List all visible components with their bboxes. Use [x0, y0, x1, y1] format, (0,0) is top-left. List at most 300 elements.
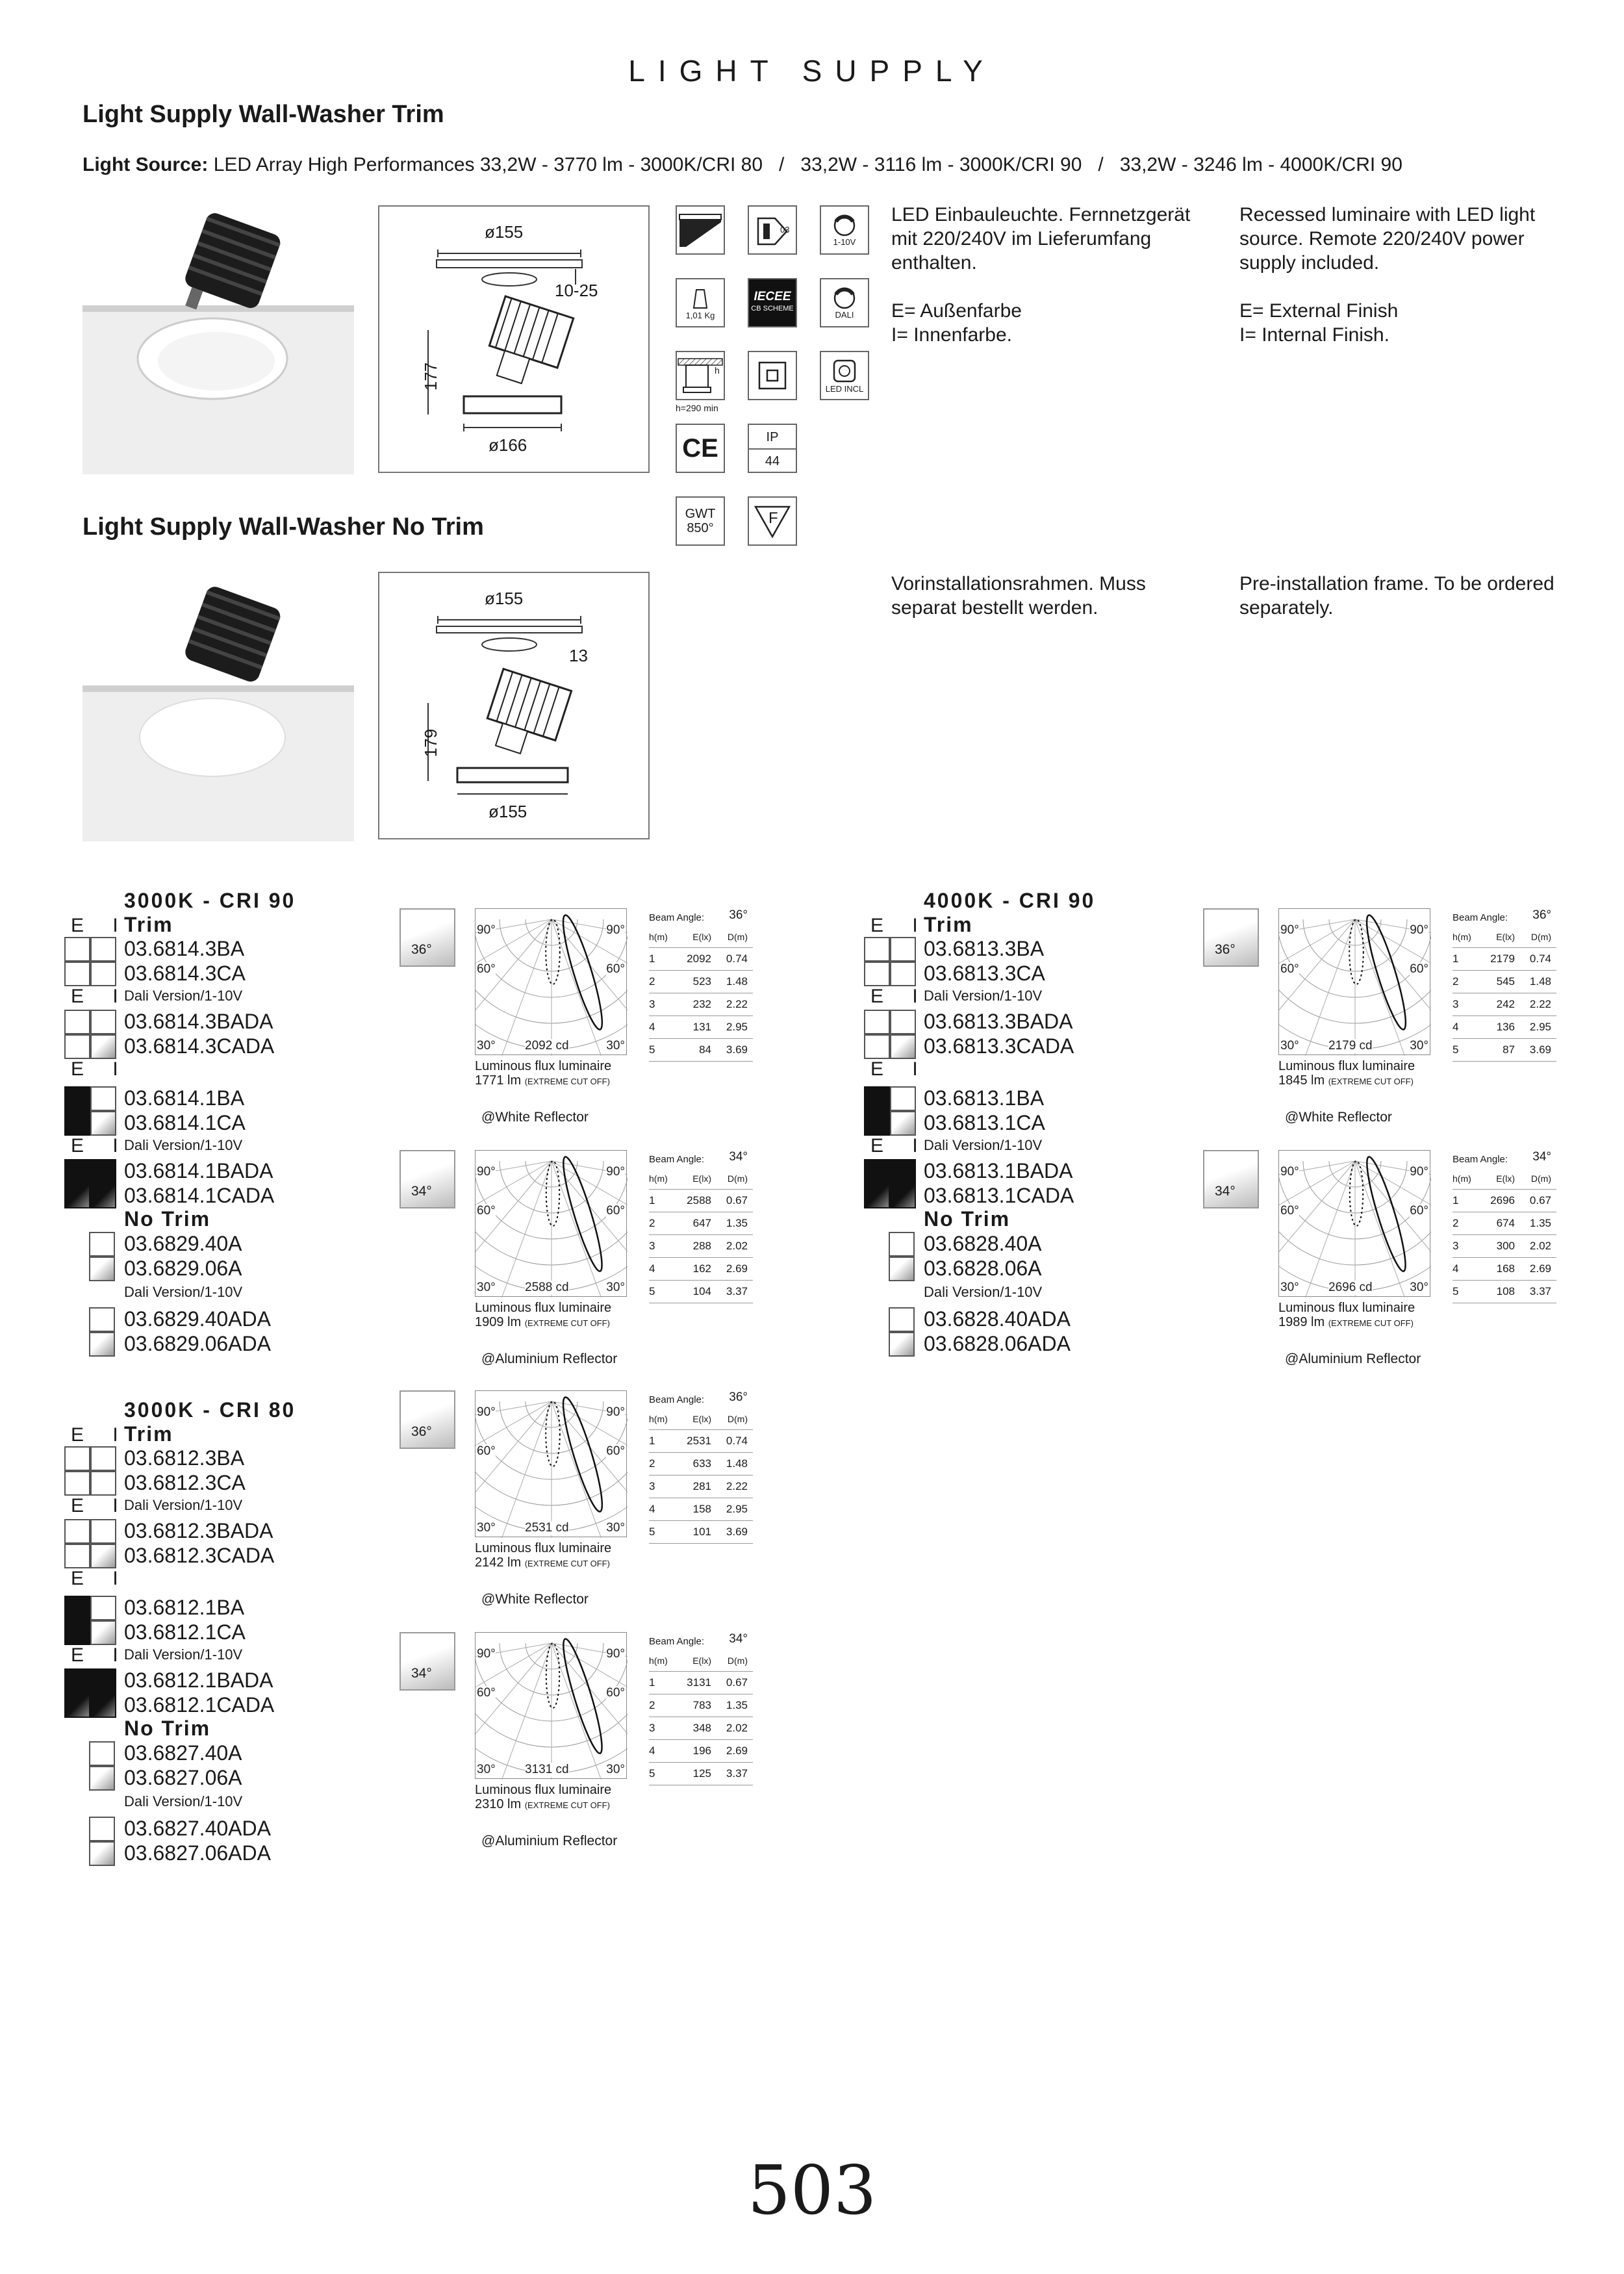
table-cell: 1 — [1453, 952, 1459, 965]
product-code: 03.6829.40A — [124, 1232, 242, 1255]
table-cell: 2.69 — [726, 1262, 748, 1275]
finish-swatch — [89, 1232, 115, 1257]
exterior-finish-swatch — [64, 1034, 90, 1059]
product-code: 03.6814.3CA — [124, 962, 246, 985]
table-cell: 2588 — [687, 1194, 711, 1207]
polar-spoke — [494, 1161, 552, 1297]
no-trim-label: No Trim — [924, 1207, 1011, 1231]
text-line: Pre-installation frame. To be ordered — [1239, 573, 1554, 594]
table-cell: 3 — [1453, 998, 1459, 1010]
polar-spoke — [1279, 919, 1355, 1049]
reflector-label: @White Reflector — [1285, 1110, 1392, 1125]
text-line: separat bestellt werden. — [891, 597, 1098, 619]
peak-intensity: 3131 cd — [525, 1763, 569, 1776]
table-cell: 2 — [649, 1217, 655, 1229]
interior-finish-swatch — [890, 1159, 916, 1184]
polar-angle-label: 60° — [477, 1204, 496, 1218]
finish-swatch — [889, 1307, 915, 1332]
beam-angle-value: 36° — [729, 908, 748, 922]
page-number: 503 — [747, 2151, 877, 2230]
polar-angle-label: 30° — [606, 1763, 625, 1776]
ip-label: IP — [749, 425, 796, 450]
product-code: 03.6813.3CA — [924, 962, 1045, 985]
dim-bottom-diameter: ø155 — [488, 802, 527, 821]
polar-angle-label: 60° — [606, 1444, 625, 1458]
finish-swatch — [889, 1257, 915, 1281]
icon-caption-weight: 1,01 Kg — [685, 310, 715, 320]
table-header-cell: D(m) — [727, 1173, 748, 1184]
table-cell: 101 — [692, 1526, 711, 1538]
product-code: 03.6812.1CA — [124, 1620, 246, 1644]
ei-label: E I — [870, 986, 930, 1007]
polar-grid — [476, 1151, 628, 1297]
description-en-no-trim — [1239, 572, 1554, 620]
table-row — [1453, 1235, 1556, 1258]
ei-label: E I — [71, 986, 130, 1007]
text-line: supply included. — [1239, 252, 1380, 274]
polar-angle-label: 30° — [606, 1281, 625, 1294]
icon-caption-h: h — [715, 365, 720, 376]
table-header-cell: h(m) — [649, 932, 668, 942]
cutoff-label: (EXTREME CUT OFF) — [1328, 1318, 1414, 1328]
text-line: E= External Finish — [1239, 300, 1399, 322]
polar-grid — [1279, 909, 1431, 1056]
exterior-finish-swatch — [64, 1086, 90, 1111]
table-cell: 2.69 — [726, 1744, 748, 1757]
product-code: 03.6814.3BA — [124, 937, 245, 960]
polar-angle-label: 90° — [477, 1165, 496, 1179]
ei-label: E I — [71, 915, 130, 936]
beam-angle-box — [1203, 908, 1259, 967]
table-row — [1453, 993, 1556, 1016]
product-code: 03.6814.3BADA — [124, 1010, 273, 1033]
product-code: 03.6829.06A — [124, 1257, 242, 1280]
interior-finish-swatch — [90, 1184, 116, 1208]
table-row — [649, 1672, 753, 1694]
table-cell: 162 — [692, 1262, 711, 1275]
luminous-flux-value-row — [1278, 1073, 1415, 1089]
luminous-flux-value: 1989 lm — [1278, 1315, 1325, 1329]
table-cell: 2.02 — [726, 1722, 748, 1734]
table-header-cell: h(m) — [1453, 1173, 1471, 1184]
beam-angle-box — [400, 1390, 455, 1449]
ei-label: E I — [71, 1568, 130, 1589]
cutoff-label: (EXTREME CUT OFF) — [524, 1318, 610, 1328]
table-cell: 3 — [649, 998, 655, 1010]
table-cell: 300 — [1496, 1240, 1515, 1252]
table-row — [1453, 971, 1556, 993]
light-source — [82, 154, 1402, 176]
cutoff-label: (EXTREME CUT OFF) — [524, 1559, 610, 1568]
table-cell: 5 — [649, 1767, 655, 1780]
dimension-drawing-trim — [378, 205, 650, 473]
interior-finish-swatch — [890, 1034, 916, 1059]
exterior-finish-swatch — [864, 1086, 890, 1111]
illuminance-table — [649, 1389, 753, 1544]
table-cell: 0.74 — [726, 1435, 748, 1447]
polar-grid — [1279, 1151, 1431, 1297]
table-cell: 158 — [692, 1503, 711, 1515]
beam-angle-label: Beam Angle: — [649, 912, 705, 923]
text-line: separately. — [1239, 597, 1334, 619]
beam-angle-row — [649, 907, 753, 926]
polar-angle-label: 90° — [1280, 923, 1299, 937]
icon-caption-1-10v: 1-10V — [833, 236, 856, 247]
group-heading: 3000K - CRI 80 — [124, 1398, 296, 1422]
interior-finish-swatch — [90, 1034, 116, 1059]
description-en-trim — [1239, 203, 1535, 347]
luminous-flux-label: Luminous flux luminaire — [475, 1059, 612, 1073]
beam-angle-row — [1453, 1149, 1556, 1168]
luminous-flux — [475, 1541, 611, 1571]
interior-finish-swatch — [90, 1519, 116, 1544]
table-cell: 136 — [1496, 1021, 1515, 1033]
table-row — [649, 1430, 753, 1453]
intensity-curve — [557, 1395, 609, 1514]
polar-angle-label: 60° — [606, 1686, 625, 1700]
table-header — [1453, 926, 1556, 948]
table-cell: 523 — [692, 975, 711, 988]
dim-height: 179 — [421, 728, 441, 758]
exterior-finish-swatch — [64, 1111, 90, 1136]
table-cell: 1.35 — [1529, 1217, 1551, 1229]
luminous-flux-value: 1845 lm — [1278, 1073, 1325, 1088]
product-code: 03.6814.1CA — [124, 1111, 246, 1134]
beam-angle-label: Beam Angle: — [649, 1636, 705, 1647]
table-cell: 633 — [692, 1457, 711, 1470]
illuminance-table — [1453, 907, 1556, 1062]
intensity-curve-dashed — [546, 1161, 559, 1226]
luminous-flux-label: Luminous flux luminaire — [475, 1541, 612, 1555]
luminous-flux — [1278, 1301, 1415, 1331]
table-row — [649, 1498, 753, 1521]
table-header — [649, 926, 753, 948]
table-row — [649, 1235, 753, 1258]
polar-angle-label: 30° — [1410, 1039, 1428, 1053]
finish-swatch — [89, 1766, 115, 1791]
table-cell: 281 — [692, 1480, 711, 1492]
intensity-curve-dashed — [546, 1401, 560, 1466]
intensity-curve — [1360, 913, 1412, 1032]
dim-top-diameter: ø155 — [485, 222, 524, 242]
polar-angle-label: 30° — [1280, 1281, 1299, 1294]
cutoff-label: (EXTREME CUT OFF) — [524, 1800, 610, 1810]
iecee-cb-icon — [748, 278, 797, 327]
product-code: 03.6814.3CADA — [124, 1034, 275, 1058]
trim-label: Trim — [124, 913, 173, 936]
led-included-icon — [820, 351, 869, 400]
product-photo-no-trim — [82, 575, 354, 841]
polar-spoke — [552, 1161, 628, 1290]
interior-finish-swatch — [90, 1111, 116, 1136]
ei-label: E I — [71, 1424, 130, 1446]
beam-angle-row — [1453, 907, 1556, 926]
table-header — [649, 1168, 753, 1190]
peak-intensity: 2179 cd — [1328, 1039, 1373, 1053]
product-code: 03.6812.3BA — [124, 1446, 245, 1470]
table-cell: 125 — [692, 1767, 711, 1780]
finish-swatch — [889, 1232, 915, 1257]
table-cell: 84 — [699, 1043, 711, 1056]
icon-caption-dali: DALI — [835, 309, 854, 320]
beam-angle-value: 34° — [1532, 1150, 1551, 1164]
table-cell: 104 — [692, 1285, 711, 1297]
text-line: enthalten. — [891, 252, 977, 274]
interior-finish-swatch — [890, 937, 916, 962]
peak-intensity: 2531 cd — [525, 1521, 569, 1535]
reflector-label: @Aluminium Reflector — [481, 1833, 618, 1848]
product-code: 03.6829.40ADA — [124, 1307, 271, 1331]
polar-angle-label: 60° — [606, 962, 625, 976]
product-code: 03.6812.1CADA — [124, 1693, 275, 1717]
polar-spoke — [494, 1401, 552, 1538]
table-header-cell: D(m) — [1530, 1173, 1551, 1184]
polar-diagram — [475, 908, 627, 1055]
ip-value: 44 — [765, 454, 780, 468]
table-header-cell: D(m) — [727, 1414, 748, 1424]
dim-top-diameter: ø155 — [485, 589, 524, 608]
beam-angle-box — [400, 1150, 455, 1208]
table-header-cell: h(m) — [649, 1414, 668, 1424]
polar-angle-label: 90° — [606, 1165, 625, 1179]
weight-icon — [676, 278, 725, 327]
exterior-finish-swatch — [64, 937, 90, 962]
reflector-label: @Aluminium Reflector — [481, 1351, 618, 1366]
table-row — [649, 1016, 753, 1039]
dali-version-label: Dali Version/1-10V — [124, 1284, 243, 1300]
product-code: 03.6812.3BADA — [124, 1519, 273, 1542]
ce-mark-icon: CE — [676, 424, 725, 473]
dim-height: 177 — [421, 362, 441, 391]
intensity-curve — [557, 1637, 609, 1756]
polar-angle-label: 30° — [606, 1039, 625, 1053]
table-header-cell: D(m) — [727, 1655, 748, 1666]
interior-finish-swatch — [90, 1010, 116, 1034]
polar-spoke — [1297, 919, 1355, 1056]
table-row — [649, 1717, 753, 1740]
text-line — [1239, 275, 1535, 299]
reflector-label: @White Reflector — [481, 1110, 589, 1125]
text-line: I= Innenfarbe. — [891, 324, 1012, 346]
polar-diagram — [475, 1390, 627, 1537]
table-cell: 3 — [649, 1722, 655, 1734]
product-code: 03.6813.3BADA — [924, 1010, 1073, 1033]
table-row — [649, 993, 753, 1016]
table-header-cell: D(m) — [1530, 932, 1551, 942]
luminous-flux-value-row — [475, 1797, 611, 1813]
intensity-curve-dashed — [1350, 1161, 1363, 1226]
polar-angle-label: 60° — [477, 1686, 496, 1700]
table-cell: 2.02 — [1529, 1240, 1551, 1252]
luminous-flux — [1278, 1059, 1415, 1089]
table-cell: 4 — [649, 1744, 655, 1757]
interior-finish-swatch — [890, 962, 916, 986]
intensity-curve — [557, 1155, 609, 1274]
ei-label: E I — [71, 1135, 130, 1156]
product-code: 03.6814.1CADA — [124, 1184, 275, 1207]
product-title-trim: Light Supply Wall-Washer Trim — [82, 101, 444, 128]
luminous-flux-value: 2310 lm — [475, 1797, 522, 1811]
product-code: 03.6828.40A — [924, 1232, 1042, 1255]
table-cell: 783 — [692, 1699, 711, 1711]
cutoff-label: (EXTREME CUT OFF) — [1328, 1077, 1414, 1086]
interior-finish-swatch — [90, 1693, 116, 1718]
table-header-cell: E(lx) — [692, 1655, 711, 1666]
table-cell: 0.67 — [726, 1676, 748, 1689]
beam-angle-value: 36° — [729, 1390, 748, 1404]
table-row — [1453, 1190, 1556, 1212]
table-header — [649, 1650, 753, 1672]
light-source-label: Light Source: — [82, 154, 209, 175]
table-header-cell: E(lx) — [1496, 932, 1515, 942]
dim-flange: 13 — [569, 646, 588, 665]
table-header-cell: E(lx) — [692, 1414, 711, 1424]
table-cell: 0.67 — [726, 1194, 748, 1207]
illuminance-table — [649, 907, 753, 1062]
icon-caption-led-incl: LED INCL — [825, 383, 864, 394]
table-cell: 2179 — [1490, 952, 1515, 965]
polar-angle-label: 60° — [477, 962, 496, 976]
beam-angle-value: 36° — [411, 942, 432, 957]
table-row — [649, 971, 753, 993]
polar-spoke — [1279, 1161, 1355, 1290]
illuminance-table — [1453, 1149, 1556, 1303]
product-code: 03.6829.06ADA — [124, 1332, 271, 1355]
table-header — [1453, 1168, 1556, 1190]
beam-angle-value: 34° — [729, 1150, 748, 1164]
table-header-cell: h(m) — [649, 1655, 668, 1666]
product-code: 03.6813.1BADA — [924, 1159, 1073, 1182]
brand-title: LIGHT SUPPLY — [628, 54, 996, 88]
table-cell: 1.48 — [726, 1457, 748, 1470]
polar-angle-label: 30° — [477, 1039, 496, 1053]
interior-finish-swatch — [890, 1184, 916, 1208]
table-cell: 87 — [1503, 1043, 1515, 1056]
interior-finish-swatch — [890, 1111, 916, 1136]
polar-spoke — [552, 919, 628, 1049]
beam-angle-value: 34° — [729, 1632, 748, 1646]
table-cell: 1.35 — [726, 1699, 748, 1711]
beam-angle-box — [1203, 1150, 1259, 1208]
polar-angle-label: 90° — [606, 923, 625, 937]
cb-scheme-text: CB SCHEME — [751, 305, 794, 313]
table-cell: 5 — [1453, 1043, 1459, 1056]
polar-angle-label: 30° — [477, 1763, 496, 1776]
exterior-finish-swatch — [864, 1034, 890, 1059]
finish-swatch — [89, 1741, 115, 1766]
table-cell: 4 — [649, 1262, 655, 1275]
polar-spoke — [1355, 919, 1431, 1049]
ei-label: E I — [870, 915, 930, 936]
polar-angle-label: 30° — [477, 1521, 496, 1535]
table-cell: 1 — [649, 952, 655, 965]
table-cell: 2 — [649, 1699, 655, 1711]
table-cell: 3131 — [687, 1676, 711, 1689]
intensity-curve-dashed — [1349, 919, 1364, 984]
ceiling-cutout-icon — [676, 351, 725, 400]
table-cell: 2531 — [687, 1435, 711, 1447]
beam-angle-row — [649, 1149, 753, 1168]
text-line — [891, 275, 1190, 299]
dali-version-label: Dali Version/1-10V — [124, 988, 243, 1004]
table-cell: 4 — [649, 1503, 655, 1515]
polar-spoke — [494, 1643, 552, 1780]
table-row — [649, 1476, 753, 1498]
f-mark-icon — [748, 496, 797, 546]
polar-spoke — [494, 919, 552, 1056]
table-cell: 3 — [1453, 1240, 1459, 1252]
table-header-cell: D(m) — [727, 932, 748, 942]
exterior-finish-swatch — [64, 1446, 90, 1471]
table-cell: 3.37 — [726, 1767, 748, 1780]
beam-angle-value: 36° — [1215, 942, 1236, 957]
exterior-finish-swatch — [64, 1519, 90, 1544]
table-cell: 2.22 — [726, 1480, 748, 1492]
table-cell: 4 — [1453, 1262, 1459, 1275]
polar-angle-label: 90° — [1410, 1165, 1428, 1179]
product-code: 03.6827.40ADA — [124, 1817, 271, 1840]
exterior-finish-swatch — [64, 1693, 90, 1718]
beam-angle-row — [649, 1389, 753, 1409]
beam-angle-value: 34° — [1215, 1184, 1236, 1199]
intensity-curve — [557, 913, 609, 1032]
peak-intensity: 2588 cd — [525, 1281, 569, 1294]
ei-label: E I — [71, 1058, 130, 1080]
luminous-flux — [475, 1783, 611, 1813]
exterior-finish-swatch — [64, 1596, 90, 1620]
light-source-text: LED Array High Performances 33,2W - 3770 lm - 3000K/CRI 80 / 33,2W - 3116 lm - 3000K/CRI 90 / 33,2W - 3246 lm - 4000K/CRI 90 — [213, 154, 1402, 175]
product-code: 03.6827.06A — [124, 1766, 242, 1789]
product-code: 03.6828.06ADA — [924, 1332, 1071, 1355]
gwt-value: 850° — [687, 521, 714, 535]
luminous-flux-label: Luminous flux luminaire — [475, 1783, 612, 1797]
polar-spoke — [476, 919, 552, 1049]
polar-angle-label: 30° — [1410, 1281, 1428, 1294]
product-code: 03.6828.06A — [924, 1257, 1042, 1280]
product-code: 03.6827.06ADA — [124, 1841, 271, 1865]
table-cell: 3.37 — [726, 1285, 748, 1297]
dali-version-label: Dali Version/1-10V — [124, 1793, 243, 1809]
table-cell: 288 — [692, 1240, 711, 1252]
dali-version-label: Dali Version/1-10V — [924, 988, 1043, 1004]
table-header-cell: E(lx) — [692, 1173, 711, 1184]
product-photo-trim — [82, 208, 354, 474]
table-cell: 545 — [1496, 975, 1515, 988]
table-cell: 2.02 — [726, 1240, 748, 1252]
ei-label: E I — [71, 1644, 130, 1666]
table-cell: 168 — [1496, 1262, 1515, 1275]
exterior-finish-swatch — [64, 1184, 90, 1208]
table-row — [649, 1281, 753, 1303]
table-row — [649, 1694, 753, 1717]
table-cell: 3.69 — [726, 1043, 748, 1056]
polar-angle-label: 60° — [477, 1444, 496, 1458]
polar-grid — [476, 909, 628, 1056]
finish-swatch — [89, 1841, 115, 1866]
exterior-finish-swatch — [64, 1471, 90, 1496]
intensity-curve-dashed — [546, 1643, 559, 1708]
polar-angle-label: 90° — [1280, 1165, 1299, 1179]
beam-angle-row — [649, 1631, 753, 1650]
table-cell: 5 — [649, 1285, 655, 1297]
table-cell: 2.95 — [726, 1503, 748, 1515]
table-cell: 647 — [692, 1217, 711, 1229]
table-cell: 131 — [692, 1021, 711, 1033]
luminous-flux-value-row — [1278, 1315, 1415, 1331]
text-line: LED Einbauleuchte. Fernnetzgerät — [891, 204, 1191, 225]
ei-label: E I — [71, 1495, 130, 1516]
product-code: 03.6812.3CA — [124, 1471, 246, 1494]
